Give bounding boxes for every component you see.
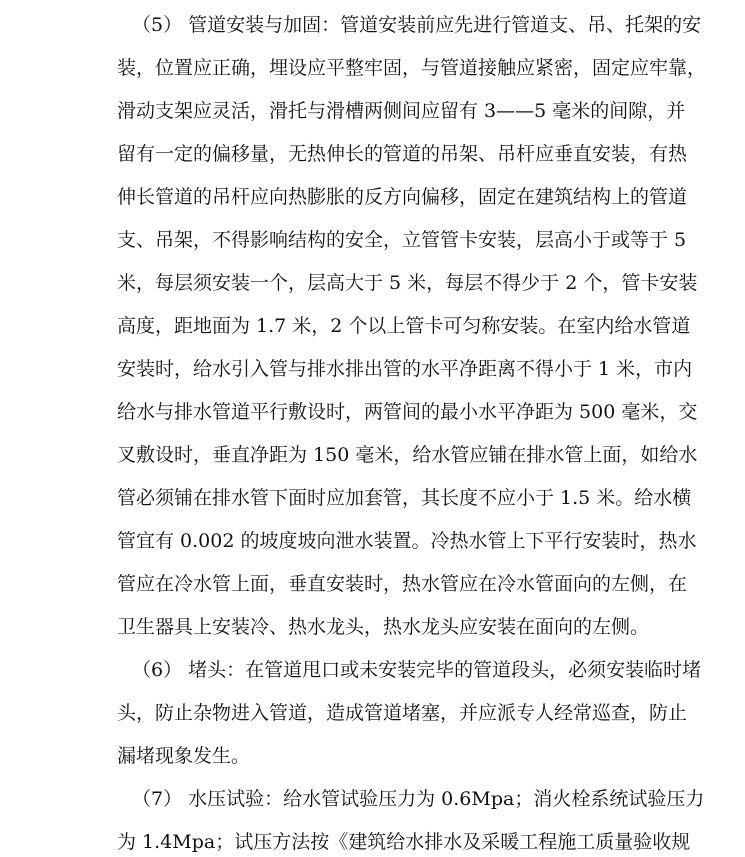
text-line: 管宜有 0.002 的坡度坡向泄水装置。冷热水管上下平行安装时，热水 xyxy=(117,530,697,552)
text-line: 安装时，给水引入管与排水排出管的水平净距离不得小于 1 米，市内 xyxy=(117,358,693,380)
text-line: 漏堵现象发生。 xyxy=(117,745,251,767)
text-line: 米，每层须安装一个，层高大于 5 米，每层不得少于 2 个，管卡安装 xyxy=(117,272,698,294)
text-line: 头，防止杂物进入管道，造成管道堵塞，并应派专人经常巡查，防止 xyxy=(117,702,688,724)
text-line: 给水与排水管道平行敷设时，两管间的最小水平净距为 500 毫米，交 xyxy=(117,401,698,423)
text-line: 伸长管道的吊杆应向热膨胀的反方向偏移，固定在建筑结构上的管道 xyxy=(117,186,688,208)
text-line: 管应在冷水管上面，垂直安装时，热水管应在冷水管面向的左侧，在 xyxy=(117,573,688,595)
text-line: 装，位置应正确，埋设应平整牢固，与管道接触应紧密，固定应牢靠， xyxy=(117,57,707,79)
text-line: 支、吊架，不得影响结构的安全，立管管卡安装，层高小于或等于 5 xyxy=(117,229,687,251)
text-line: （6） 堵头：在管道甩口或未安装完毕的管道段头，必须安装临时堵 xyxy=(132,659,702,681)
text-line: 叉敷设时，垂直净距为 150 毫米，给水管应铺在排水管上面，如给水 xyxy=(117,444,698,466)
text-line: 高度，距地面为 1.7 米，2 个以上管卡可匀称安装。在室内给水管道 xyxy=(117,315,691,337)
text-line: （7） 水压试验：给水管试验压力为 0.6Mpa；消火栓系统试验压力 xyxy=(132,788,705,810)
text-line: 留有一定的偏移量，无热伸长的管道的吊架、吊杆应垂直安装，有热 xyxy=(117,143,688,165)
text-line: 为 1.4Mpa；试压方法按《建筑给水排水及采暖工程施工质量验收规 xyxy=(117,831,691,853)
text-line: 卫生器具上安装冷、热水龙头，热水龙头应安装在面向的左侧。 xyxy=(117,616,650,638)
text-line: 滑动支架应灵活，滑托与滑槽两侧间应留有 3——5 毫米的间隙，并 xyxy=(117,100,686,122)
text-line: （5） 管道安装与加固：管道安装前应先进行管道支、吊、托架的安 xyxy=(132,14,702,36)
text-line: 管必须铺在排水管下面时应加套管，其长度不应小于 1.5 米。给水横 xyxy=(117,487,692,509)
